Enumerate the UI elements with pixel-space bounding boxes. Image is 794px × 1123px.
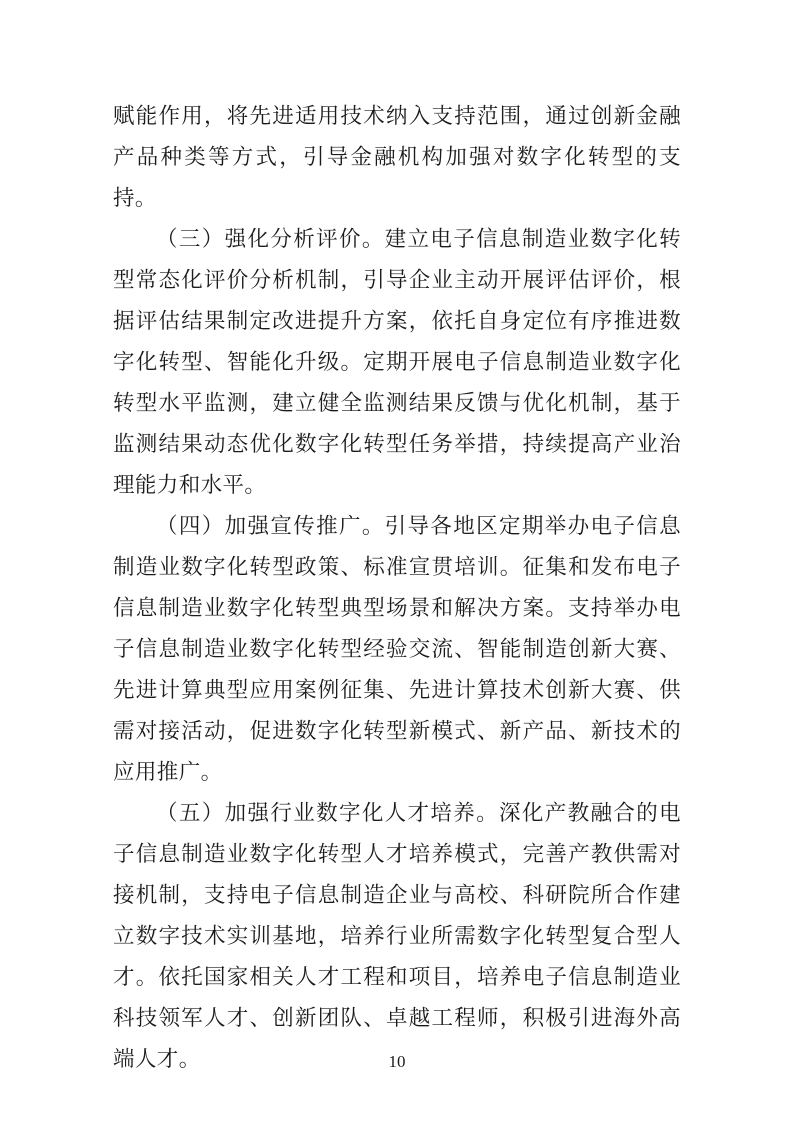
page-number: 10: [388, 1052, 406, 1071]
paragraph-section-four: （四）加强宣传推广。引导各地区定期举办电子信息制造业数字化转型政策、标准宣贯培训。征集和发布电子信息制造业数字化转型典型场景和解决方案。支持举办电子信息制造业数字化转型经验交流、智能制造创新大赛、先进计算典型应用案例征集、先进计算技术创新大赛、供需对接活动，促进数字化转型新模式、新产品、新技术的应用推广。: [113, 514, 681, 785]
paragraph-section-three: （三）强化分析评价。建立电子信息制造业数字化转型常态化评价分析机制，引导企业主动开展评估评价，根据评估结果制定改进提升方案，依托自身定位有序推进数字化转型、智能化升级。定期开展电子信息制造业数字化转型水平监测，建立健全监测结果反馈与优化机制，基于监测结果动态优化数字化转型任务举措，持续提高产业治理能力和水平。: [113, 227, 681, 498]
paragraph-continued: 赋能作用，将先进适用技术纳入支持范围，通过创新金融产品种类等方式，引导金融机构加强对数字化转型的支持。: [113, 104, 681, 211]
paragraph-section-five: （五）加强行业数字化人才培养。深化产教融合的电子信息制造业数字化转型人才培养模式，完善产教供需对接机制，支持电子信息制造企业与高校、科研院所合作建立数字技术实训基地，培养行业所需数字化转型复合型人才。依托国家相关人才工程和项目，培养电子信息制造业科技领军人才、创新团队、卓越工程师，积极引进海外高端人才。: [113, 801, 681, 1072]
document-body: [113, 96, 681, 1080]
